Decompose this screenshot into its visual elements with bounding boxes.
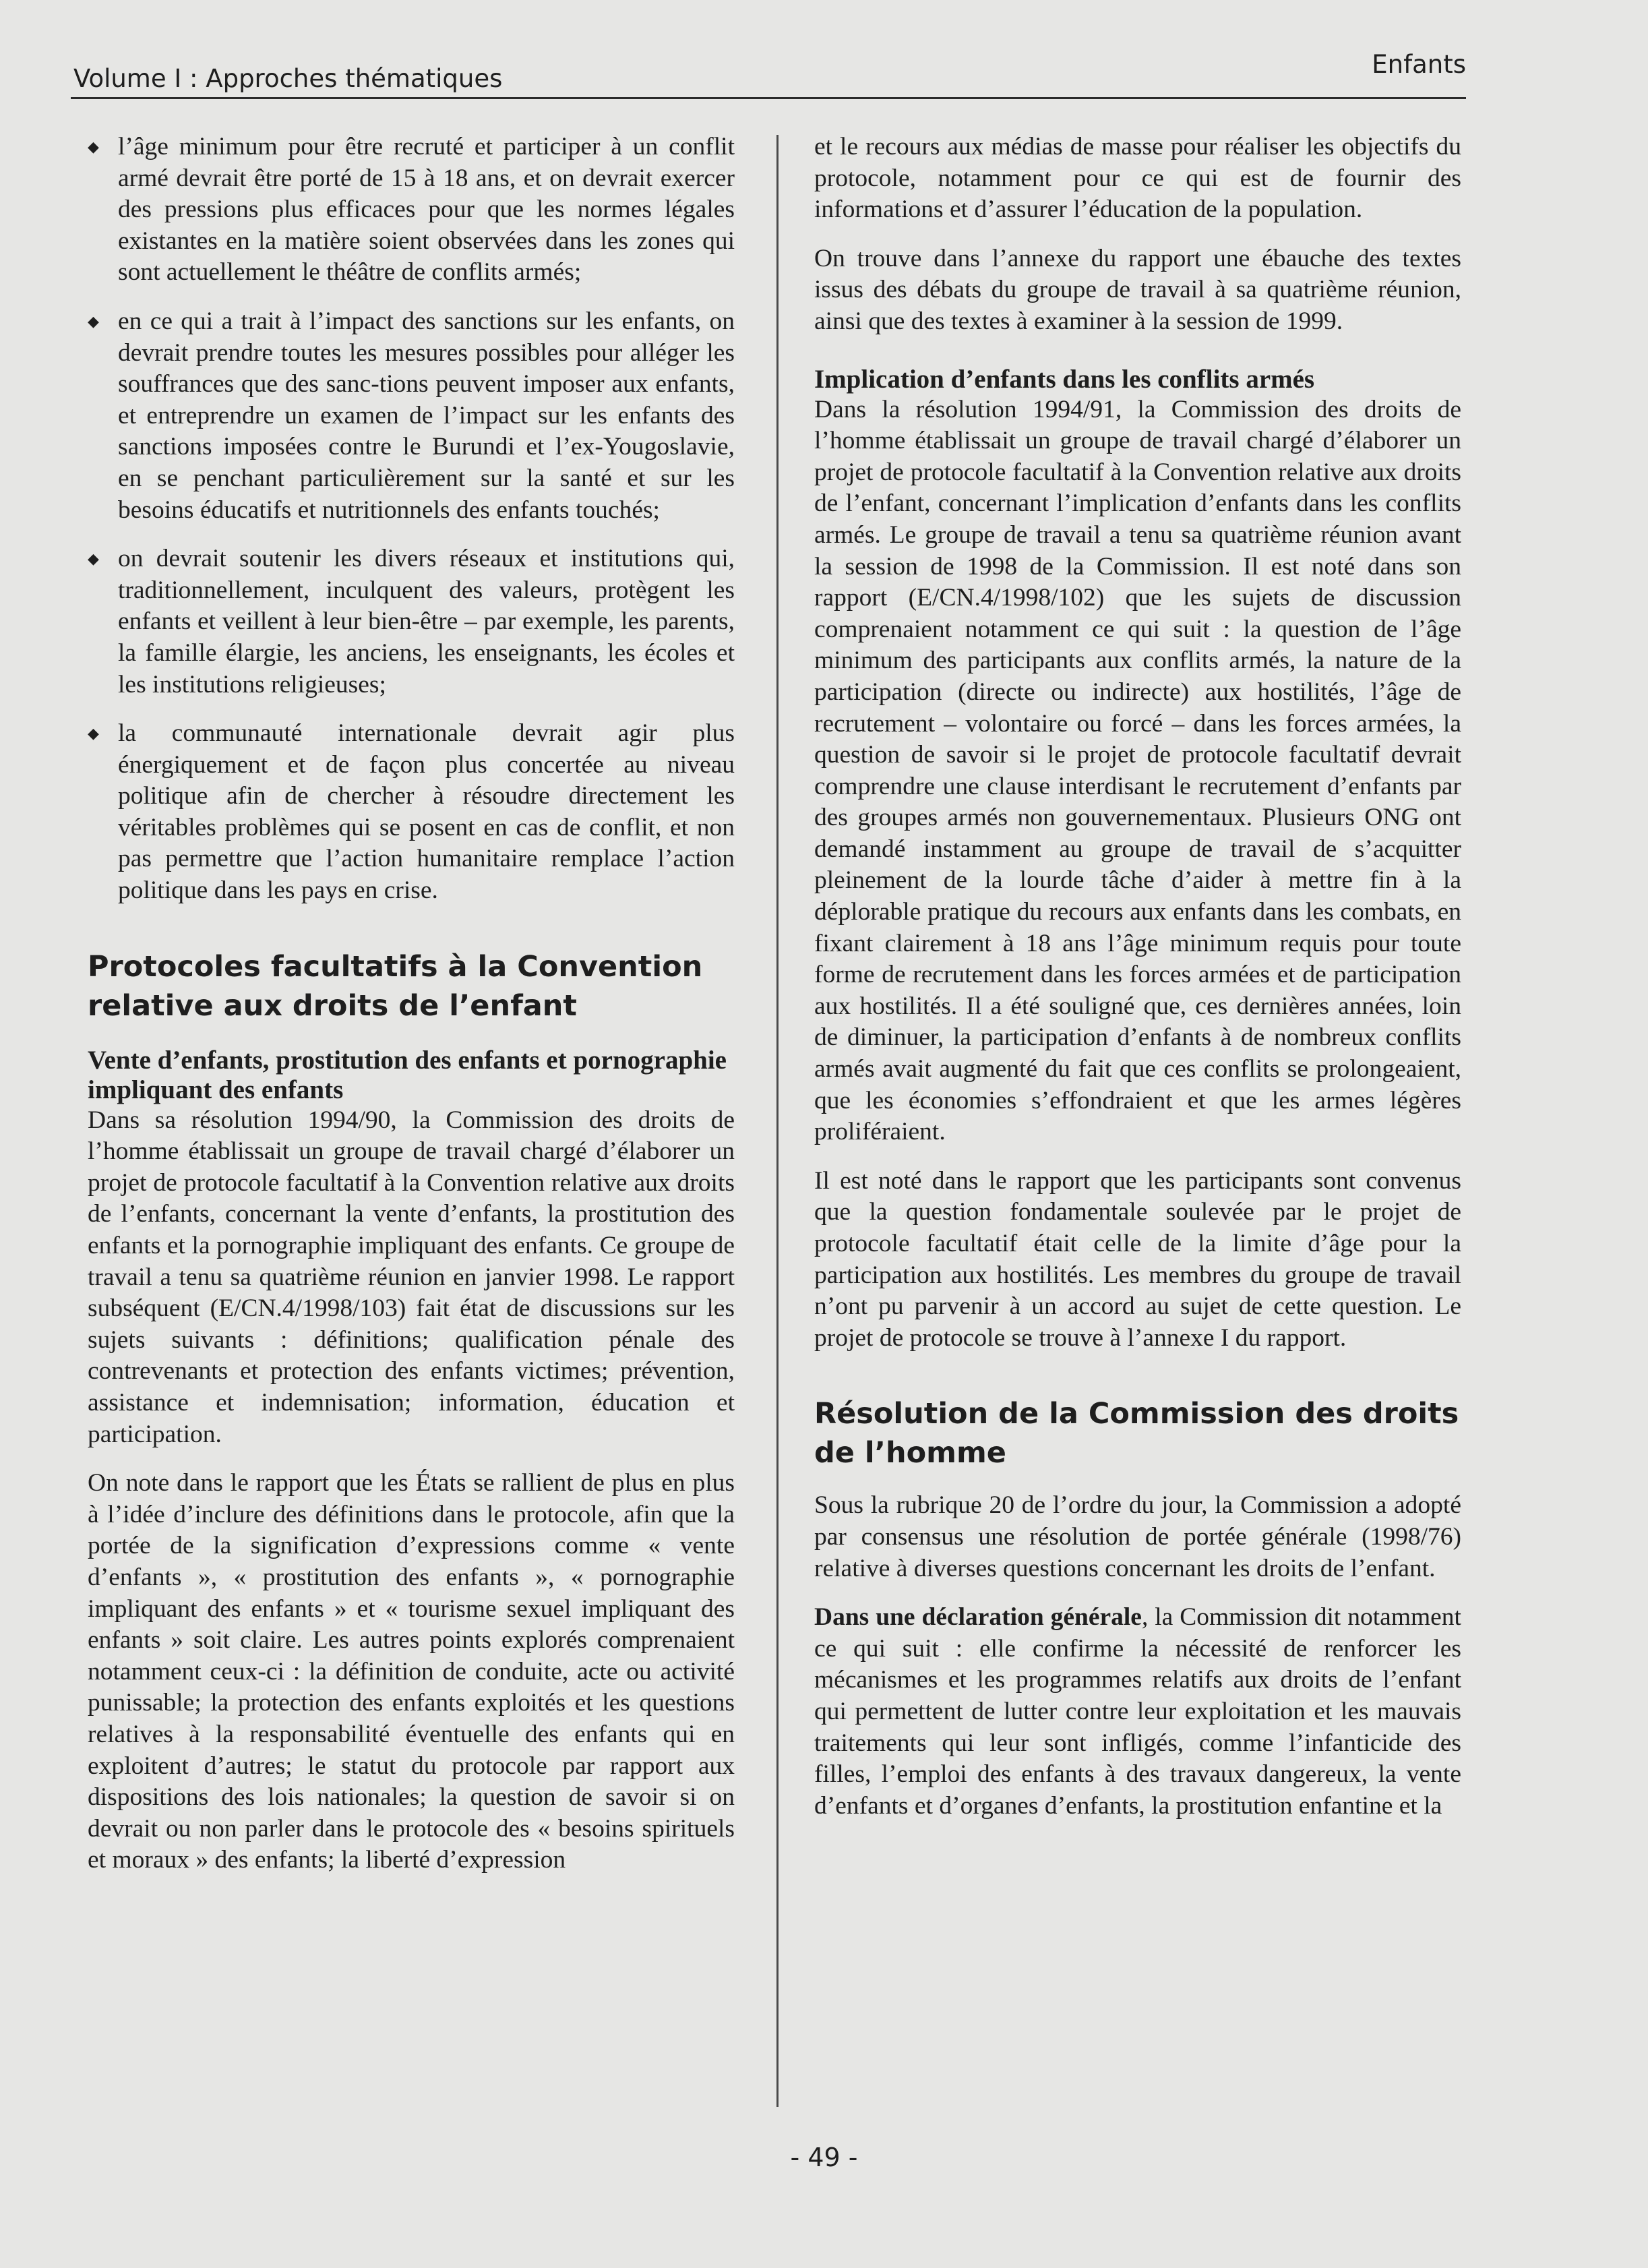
subsection-heading-sale-of-children: Vente d’enfants, prostitution des enfants et pornographie impliquant des enfants xyxy=(88,1045,727,1104)
diamond-bullet-icon: ◆ xyxy=(88,725,99,742)
list-item-text: la communauté internationale devrait agir plus énergiquement et de façon plus concertée au niveau politique afin de chercher à résoudre directement les véritables problèmes qui se posent en cas de conflit, et non pas permettre que l’action humanitaire remplace l’action politique dans les pays en crise. xyxy=(118,719,735,905)
body-paragraph: Dans la résolution 1994/91, la Commission des droits de l’homme établissait un groupe de travail chargé d’élaborer un projet de protocole facultatif à la Convention relative aux droits de l’enfant, concernant l’implication d’enfants dans les conflits armés. Le groupe de travail a tenu sa quatrième réunion avant la session de 1998 de la Commission. Il est noté dans son rapport (E/CN.4/1998/102) que les sujets de discussion comprenaient notamment ce qui suit : la question de l’âge minimum des participants aux conflits armés, la nature de la participation (directe ou indirecte) aux hostilités, l’âge de recrutement – volontaire ou forcé – dans les forces armées, la question de savoir si le projet de protocole facultatif devrait comprendre une clause interdisant le recrutement d’enfants par des groupes armés non gouvernementaux. Plusieurs ONG ont demandé instamment au groupe de travail de s’acquitter pleinement de la lourde tâche d’aider à mettre fin à la déplorable pratique du recours aux enfants dans les combats, en fixant clairement à 18 ans l’âge minimum requis pour toute forme de recrutement dans les forces armées et de participation aux hostilités. Il a été souligné que, ces dernières années, loin de diminuer, la participation d’enfants à de nombreux conflits armés avait augmenté du fait que ces conflits se prolongeaient, que les économies s’effondraient et que les armes légères proliféraient. xyxy=(814,395,1461,1146)
section-heading-protocols: Protocoles facultatifs à la Convention relative aux droits de l’enfant xyxy=(88,949,703,1023)
list-item-text: en ce qui a trait à l’impact des sanctions sur les enfants, on devrait prendre toutes les mesures possibles pour alléger les souffrances que des sanc-tions peuvent imposer aux enfants, et entreprendre un examen de l’impact sur les enfants des sanctions imposées contre le Burundi et l’ex-Yougoslavie, en se penchant particulièrement sur la santé et sur les besoins éducatifs et nutritionnels des enfants touchés; xyxy=(118,307,735,524)
left-column xyxy=(88,131,735,1894)
list-item xyxy=(88,306,735,526)
diamond-bullet-icon: ◆ xyxy=(88,550,99,568)
recommendation-list xyxy=(88,131,735,907)
body-paragraph: Il est noté dans le rapport que les participants sont convenus que la question fondamentale soulevée par le projet de protocole facultatif était celle de la limite d’âge pour la participation aux hostilités. Les membres du groupe de travail n’ont pu parvenir à un accord au sujet de cette question. Le projet de protocole se trouve à l’annexe I du rapport. xyxy=(814,1166,1461,1352)
paragraph-text: , la Commission dit notamment ce qui suit : elle confirme la nécessité de renforcer les mécanismes et les programmes relatifs aux droits de l’enfant qui permettent de lutter contre leur exploitation et les mauvais traitements qui leur sont infligés, comme l’infanticide des filles, l’emploi des enfants à des travaux dangereux, la vente d’enfants et d’organes d’enfants, la prostitution enfantine et la xyxy=(814,1603,1461,1820)
body-paragraph: On trouve dans l’annexe du rapport une ébauche des textes issus des débats du groupe de travail à sa quatrième réunion, ainsi que des textes à examiner à la session de 1999. xyxy=(814,244,1461,335)
run-in-heading: Dans une déclaration générale xyxy=(814,1603,1142,1632)
list-item-text: l’âge minimum pour être recruté et participer à un conflit armé devrait être porté de 15 à 18 ans, et on devrait exercer des pressions plus efficaces pour que les normes légales existantes en la matière soient observées dans les zones qui sont actuellement le théâtre de conflits armés; xyxy=(118,133,735,287)
column-divider xyxy=(776,135,779,2107)
body-paragraph: Sous la rubrique 20 de l’ordre du jour, la Commission a adopté par consensus une résolution de portée générale (1998/76) relative à diverses questions concernant les droits de l’enfant. xyxy=(814,1491,1461,1582)
header-section-title: Enfants xyxy=(1372,50,1466,79)
right-column xyxy=(814,131,1461,1839)
running-header xyxy=(71,50,1466,99)
body-paragraph: Dans sa résolution 1994/90, la Commission des droits de l’homme établissait un groupe de travail chargé d’élaborer un projet de protocole facultatif à la Convention relative aux droits de l’enfants, concernant la vente d’enfants, la prostitution des enfants et la pornographie impliquant des enfants. Ce groupe de travail a tenu sa quatrième réunion en janvier 1998. Le rapport subséquent (E/CN.4/1998/103) fait état de discussions sur les sujets suivants : définitions; qualification pénale des contrevenants et protection des enfants victimes; prévention, assistance et indemnisation; information, éducation et participation. xyxy=(88,1106,735,1448)
diamond-bullet-icon: ◆ xyxy=(88,312,99,330)
header-volume-title: Volume I : Approches thématiques xyxy=(73,64,503,93)
diamond-bullet-icon: ◆ xyxy=(88,138,99,155)
subsection-heading-armed-conflict: Implication d’enfants dans les conflits armés xyxy=(814,364,1315,394)
body-paragraph: et le recours aux médias de masse pour réaliser les objectifs du protocole, notamment pour ce qui est de fournir des informations et d’assurer l’éducation de la population. xyxy=(814,133,1461,224)
page-number: - 49 - xyxy=(790,2143,858,2172)
list-item xyxy=(88,543,735,700)
list-item xyxy=(88,718,735,907)
list-item-text: on devrait soutenir les divers réseaux et institutions qui, traditionnellement, inculquent des valeurs, protègent les enfants et veillent à leur bien-être – par exemple, les parents, la famille élargie, les anciens, les enseignants, les écoles et les institutions religieuses; xyxy=(118,545,735,698)
body-paragraph xyxy=(814,1602,1461,1822)
section-heading-commission-resolution: Résolution de la Commission des droits de l’homme xyxy=(814,1397,1459,1470)
body-paragraph: On note dans le rapport que les États se rallient de plus en plus à l’idée d’inclure des définitions dans le protocole, afin que la portée de la signification d’expressions comme « vente d’enfants », « prostitution des enfants », « pornographie impliquant des enfants » et « tourisme sexuel impliquant des enfants » soit claire. Les autres points explorés comprenaient notamment ceux-ci : la définition de conduite, acte ou activité punissable; la protection des enfants exploités et les questions relatives à la responsabilité éventuelle des enfants qui en exploitent d’autres; le statut du protocole par rapport aux dispositions des lois nationales; la question de savoir si on devrait ou non parler dans le protocole des « besoins spirituels et moraux » des enfants; la liberté d’expression xyxy=(88,1469,735,1874)
list-item xyxy=(88,131,735,289)
